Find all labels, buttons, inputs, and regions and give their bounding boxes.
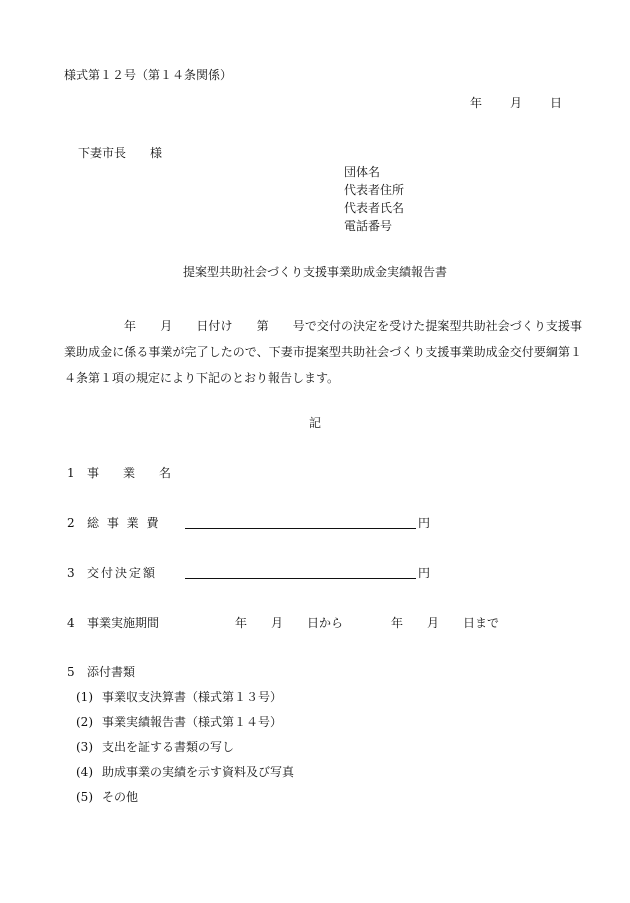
attachment-number: (5) (76, 790, 93, 804)
attachment-item (76, 764, 294, 780)
grant-amount-field[interactable] (185, 564, 416, 579)
ki-heading: 記 (308, 416, 321, 430)
attachment-text: その他 (102, 790, 139, 804)
applicant-org-name-label: 団体名 (344, 165, 381, 179)
report-body (64, 313, 582, 391)
applicant-address-label: 代表者住所 (344, 183, 405, 197)
period-range: 年 月 日から 年 月 日まで (235, 616, 500, 630)
attachment-item (76, 739, 234, 755)
attachment-number: (2) (76, 715, 93, 729)
period-label: 事業実施期間 (87, 616, 160, 630)
attachment-number: (4) (76, 765, 93, 779)
attachment-text: 事業実績報告書（様式第１４号） (102, 715, 283, 729)
attachment-number: (1) (76, 690, 93, 704)
total-cost-field[interactable] (185, 514, 416, 529)
attachment-item (76, 689, 282, 705)
document-title: 提案型共助社会づくり支援事業助成金実績報告書 (182, 265, 447, 279)
date-year: 年 (470, 96, 483, 110)
attachments-label: 添付書類 (87, 665, 136, 679)
applicant-representative-label: 代表者氏名 (344, 201, 405, 215)
attachment-item (76, 789, 138, 805)
item-number: 5 (67, 665, 75, 679)
attachment-item (76, 714, 282, 730)
report-body-text: 年 月 日付け 第 号で交付の決定を受けた提案型共助社会づくり支援事業助成金に係る事業が完了したので、下妻市提案型共助社会づくり支援事業助成金交付要綱第１４条第１項の規定により下記のとおり報告します。 (64, 319, 582, 385)
item-number: 3 (67, 566, 75, 580)
item-number: 1 (67, 466, 75, 480)
attachment-number: (3) (76, 740, 93, 754)
grant-decision-label: 交付決定額 (87, 566, 158, 580)
total-cost-label: 総 事 業 費 (87, 516, 161, 530)
date-month: 月 (510, 96, 523, 110)
date-day: 日 (550, 96, 563, 110)
attachment-text: 事業収支決算書（様式第１３号） (102, 690, 283, 704)
item-number: 4 (67, 616, 75, 630)
total-cost-unit: 円 (418, 516, 431, 530)
addressee: 下妻市長 様 (78, 146, 163, 160)
form-number-label: 様式第１２号（第１４条関係） (64, 68, 233, 82)
grant-amount-unit: 円 (418, 566, 431, 580)
report-date (470, 95, 562, 111)
attachment-text: 助成事業の実績を示す資料及び写真 (102, 765, 295, 779)
attachment-text: 支出を証する書類の写し (102, 740, 235, 754)
project-name-label: 事 業 名 (87, 466, 172, 480)
item-number: 2 (67, 516, 75, 530)
applicant-phone-label: 電話番号 (344, 219, 393, 233)
